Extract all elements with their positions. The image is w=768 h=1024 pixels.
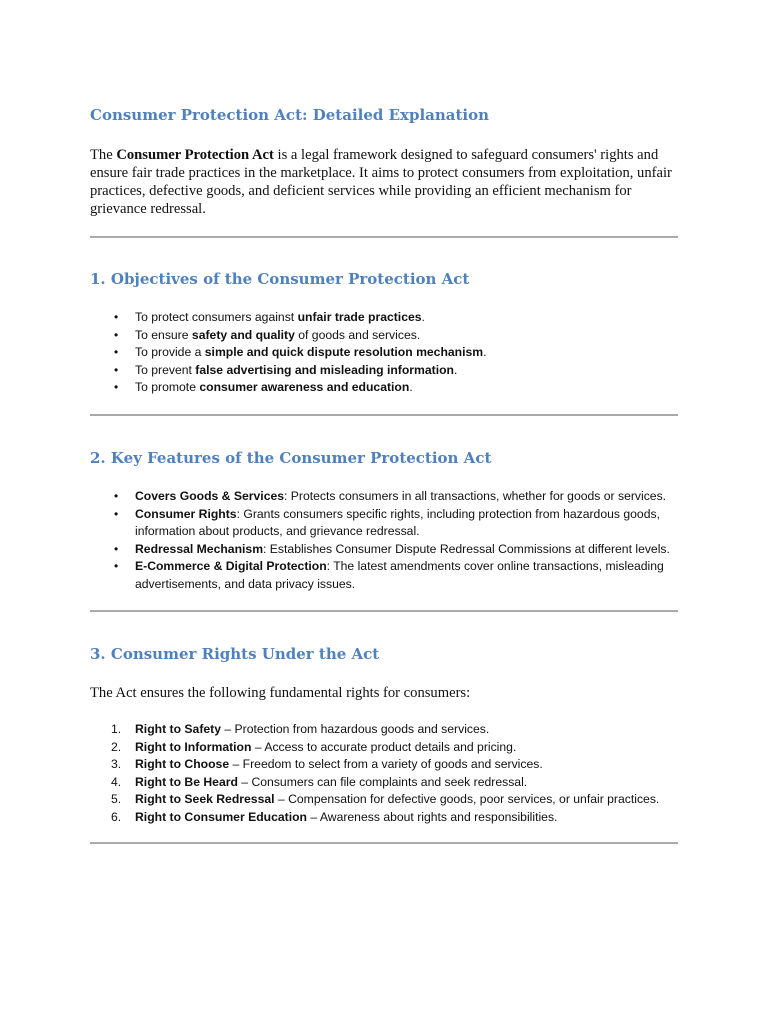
objectives-list (90, 309, 682, 397)
list-item: • To prevent false advertising and misleading information. (90, 362, 682, 380)
list-item: 6. Right to Consumer Education – Awareness about rights and responsibilities. (111, 809, 558, 824)
list-item: 2. Right to Information – Access to accurate product details and pricing. (111, 739, 517, 754)
list-item: • To promote consumer awareness and education. (90, 379, 682, 397)
list-item: 1. Right to Safety – Protection from hazardous goods and services. (111, 722, 490, 736)
document-title: Consumer Protection Act: Detailed Explanation (90, 106, 490, 124)
intro-bold-term: Consumer Protection Act (116, 147, 274, 163)
features-list (90, 488, 682, 593)
divider-4 (90, 842, 678, 844)
rights-list (90, 721, 682, 826)
divider-3 (90, 610, 678, 612)
divider-2 (90, 414, 678, 416)
section3-heading: 3. Consumer Rights Under the Act (90, 645, 380, 663)
list-item: 5. Right to Seek Redressal – Compensation for defective goods, poor services, or unfair practices. (111, 792, 660, 806)
section2-heading: 2. Key Features of the Consumer Protection Act (90, 449, 492, 467)
list-item: • To ensure safety and quality of goods and services. (90, 327, 682, 345)
list-item: • Redressal Mechanism: Establishes Consumer Dispute Redressal Commissions at different levels. (90, 541, 682, 559)
divider-1 (90, 236, 678, 238)
section1-heading: 1. Objectives of the Consumer Protection Act (90, 270, 470, 288)
section3-intro: The Act ensures the following fundamental rights for consumers: (90, 685, 471, 701)
intro-prefix: The (90, 147, 117, 163)
list-item: • Covers Goods & Services: Protects consumers in all transactions, whether for goods or services. (90, 488, 682, 506)
intro-paragraph (90, 146, 682, 218)
intro-rest: is a legal framework designed to safeguard consumers' rights and ensure fair trade practices in the marketplace. It aims to protect consumers from exploitation, unfair practices, defective goods, and deficient services while providing an efficient mechanism for grievance redressal. (90, 147, 672, 217)
list-item: • To provide a simple and quick dispute resolution mechanism. (90, 344, 682, 362)
list-item: 4. Right to Be Heard – Consumers can file complaints and seek redressal. (111, 774, 528, 789)
list-item: • Consumer Rights: Grants consumers specific rights, including protection from hazardous goods, information about products, and grievance redressal. (90, 506, 682, 541)
list-item: • E-Commerce & Digital Protection: The latest amendments cover online transactions, misleading advertisements, and data privacy issues. (90, 558, 682, 593)
list-item: • To protect consumers against unfair trade practices. (90, 309, 682, 327)
list-item: 3. Right to Choose – Freedom to select from a variety of goods and services. (111, 757, 543, 771)
